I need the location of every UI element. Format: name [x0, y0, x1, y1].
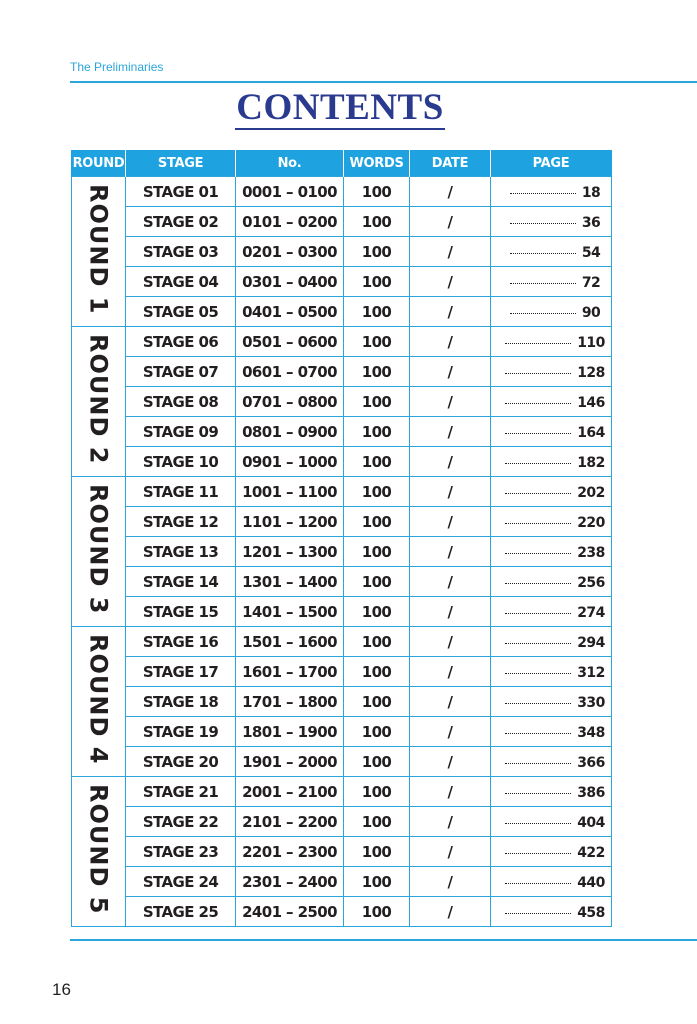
round-label: ROUND 2	[84, 334, 113, 465]
page-reference[interactable]: 312	[577, 664, 605, 681]
dot-leader	[505, 853, 571, 854]
word-range: 1801 – 1900	[236, 717, 344, 747]
word-range: 1701 – 1800	[236, 687, 344, 717]
page-cell	[491, 237, 612, 267]
word-range: 0301 – 0400	[236, 267, 344, 297]
table-row[interactable]	[72, 567, 612, 597]
study-date: /	[410, 567, 491, 597]
study-date: /	[410, 267, 491, 297]
word-range: 1501 – 1600	[236, 627, 344, 657]
table-header-row	[72, 150, 612, 177]
page-cell	[491, 657, 612, 687]
word-range: 0601 – 0700	[236, 357, 344, 387]
stage-name: STAGE 12	[126, 507, 236, 537]
table-row[interactable]	[72, 327, 612, 357]
study-date: /	[410, 357, 491, 387]
table-row[interactable]	[72, 297, 612, 327]
round-cell	[72, 177, 126, 327]
study-date: /	[410, 507, 491, 537]
table-row[interactable]	[72, 627, 612, 657]
stage-name: STAGE 22	[126, 807, 236, 837]
stage-name: STAGE 18	[126, 687, 236, 717]
page-cell	[491, 807, 612, 837]
page-title-text: CONTENTS	[236, 87, 444, 128]
page-reference[interactable]: 386	[577, 784, 605, 801]
page-cell	[491, 897, 612, 927]
round-cell	[72, 627, 126, 777]
page-reference[interactable]: 458	[577, 904, 605, 921]
table-row[interactable]	[72, 747, 612, 777]
word-count: 100	[344, 297, 410, 327]
dot-leader	[510, 313, 576, 314]
word-range: 0901 – 1000	[236, 447, 344, 477]
page-reference[interactable]: 404	[577, 814, 605, 831]
study-date: /	[410, 597, 491, 627]
word-count: 100	[344, 447, 410, 477]
study-date: /	[410, 807, 491, 837]
table-row[interactable]	[72, 897, 612, 927]
word-range: 0201 – 0300	[236, 237, 344, 267]
dot-leader	[510, 253, 576, 254]
word-range: 1101 – 1200	[236, 507, 344, 537]
word-range: 2101 – 2200	[236, 807, 344, 837]
study-date: /	[410, 867, 491, 897]
round-label: ROUND 1	[84, 184, 113, 315]
dot-leader	[510, 193, 576, 194]
table-row[interactable]	[72, 207, 612, 237]
table-row[interactable]	[72, 717, 612, 747]
table-row[interactable]	[72, 777, 612, 807]
page-cell	[491, 297, 612, 327]
stage-name: STAGE 02	[126, 207, 236, 237]
table-row[interactable]	[72, 597, 612, 627]
dot-leader	[505, 553, 571, 554]
stage-name: STAGE 16	[126, 627, 236, 657]
dot-leader	[505, 823, 571, 824]
page-reference[interactable]: 256	[577, 574, 605, 591]
dot-leader	[505, 343, 571, 344]
word-range: 0001 – 0100	[236, 177, 344, 207]
page-reference[interactable]: 128	[577, 364, 605, 381]
round-label: ROUND 5	[84, 784, 113, 915]
page-cell	[491, 567, 612, 597]
page-reference[interactable]: 146	[577, 394, 605, 411]
page-cell	[491, 417, 612, 447]
page-reference[interactable]: 18	[581, 184, 601, 201]
page-reference[interactable]: 348	[577, 724, 605, 741]
dot-leader	[505, 673, 571, 674]
stage-name: STAGE 08	[126, 387, 236, 417]
page-cell	[491, 627, 612, 657]
table-row[interactable]	[72, 867, 612, 897]
page-cell	[491, 867, 612, 897]
page-cell	[491, 597, 612, 627]
word-range: 0701 – 0800	[236, 387, 344, 417]
word-count: 100	[344, 417, 410, 447]
section-header-label: The Preliminaries	[70, 60, 164, 74]
page-cell	[491, 747, 612, 777]
table-row[interactable]	[72, 387, 612, 417]
stage-name: STAGE 04	[126, 267, 236, 297]
word-range: 0501 – 0600	[236, 327, 344, 357]
table-row[interactable]	[72, 537, 612, 567]
study-date: /	[410, 747, 491, 777]
dot-leader	[505, 883, 571, 884]
stage-name: STAGE 10	[126, 447, 236, 477]
word-range: 0401 – 0500	[236, 297, 344, 327]
page-reference[interactable]: 422	[577, 844, 605, 861]
word-count: 100	[344, 177, 410, 207]
study-date: /	[410, 837, 491, 867]
round-label: ROUND 3	[84, 484, 113, 615]
page-cell	[491, 267, 612, 297]
study-date: /	[410, 327, 491, 357]
column-header-number: No.	[236, 150, 344, 177]
study-date: /	[410, 207, 491, 237]
round-cell	[72, 477, 126, 627]
page-reference[interactable]: 440	[577, 874, 605, 891]
table-row[interactable]	[72, 237, 612, 267]
dot-leader	[505, 373, 571, 374]
stage-name: STAGE 07	[126, 357, 236, 387]
column-header-stage: STAGE	[126, 150, 236, 177]
stage-name: STAGE 03	[126, 237, 236, 267]
stage-name: STAGE 21	[126, 777, 236, 807]
page-cell	[491, 357, 612, 387]
stage-name: STAGE 23	[126, 837, 236, 867]
word-count: 100	[344, 867, 410, 897]
stage-name: STAGE 05	[126, 297, 236, 327]
round-cell	[72, 777, 126, 927]
page-reference[interactable]: 366	[577, 754, 605, 771]
word-range: 1301 – 1400	[236, 567, 344, 597]
table-row[interactable]	[72, 177, 612, 207]
table-row[interactable]	[72, 807, 612, 837]
dot-leader	[505, 703, 571, 704]
dot-leader	[505, 733, 571, 734]
column-header-words: WORDS	[344, 150, 410, 177]
column-header-round: ROUND	[72, 150, 126, 177]
stage-name: STAGE 01	[126, 177, 236, 207]
stage-name: STAGE 14	[126, 567, 236, 597]
dot-leader	[505, 583, 571, 584]
page-reference[interactable]: 182	[577, 454, 605, 471]
dot-leader	[505, 913, 571, 914]
table-row[interactable]	[72, 837, 612, 867]
page-reference[interactable]: 72	[581, 274, 601, 291]
study-date: /	[410, 237, 491, 267]
stage-name: STAGE 20	[126, 747, 236, 777]
page-cell	[491, 207, 612, 237]
table-row[interactable]	[72, 447, 612, 477]
word-range: 1601 – 1700	[236, 657, 344, 687]
word-count: 100	[344, 357, 410, 387]
page-reference[interactable]: 164	[577, 424, 605, 441]
page-reference[interactable]: 330	[577, 694, 605, 711]
word-range: 1401 – 1500	[236, 597, 344, 627]
study-date: /	[410, 387, 491, 417]
table-row[interactable]	[72, 657, 612, 687]
study-date: /	[410, 657, 491, 687]
page-cell	[491, 717, 612, 747]
word-count: 100	[344, 657, 410, 687]
study-date: /	[410, 627, 491, 657]
word-range: 2201 – 2300	[236, 837, 344, 867]
word-range: 2401 – 2500	[236, 897, 344, 927]
word-count: 100	[344, 567, 410, 597]
word-range: 2001 – 2100	[236, 777, 344, 807]
table-body	[72, 177, 612, 927]
page-cell	[491, 507, 612, 537]
page-cell	[491, 327, 612, 357]
stage-name: STAGE 24	[126, 867, 236, 897]
stage-name: STAGE 11	[126, 477, 236, 507]
page-cell	[491, 477, 612, 507]
round-label: ROUND 4	[84, 634, 113, 765]
contents-table	[71, 150, 612, 927]
page-cell	[491, 387, 612, 417]
page-cell	[491, 537, 612, 567]
word-count: 100	[344, 777, 410, 807]
stage-name: STAGE 06	[126, 327, 236, 357]
word-count: 100	[344, 807, 410, 837]
page-cell	[491, 447, 612, 477]
table-row[interactable]	[72, 357, 612, 387]
study-date: /	[410, 777, 491, 807]
study-date: /	[410, 177, 491, 207]
page-reference[interactable]: 274	[577, 604, 605, 621]
dot-leader	[505, 613, 571, 614]
word-count: 100	[344, 897, 410, 927]
page-reference[interactable]: 36	[581, 214, 601, 231]
column-header-page: PAGE	[491, 150, 612, 177]
top-divider	[70, 81, 697, 83]
page-cell	[491, 177, 612, 207]
page-reference[interactable]: 238	[577, 544, 605, 561]
dot-leader	[505, 523, 571, 524]
page-reference[interactable]: 54	[581, 244, 601, 261]
page-cell	[491, 777, 612, 807]
word-count: 100	[344, 267, 410, 297]
word-range: 1201 – 1300	[236, 537, 344, 567]
stage-name: STAGE 17	[126, 657, 236, 687]
study-date: /	[410, 297, 491, 327]
study-date: /	[410, 897, 491, 927]
study-date: /	[410, 477, 491, 507]
study-date: /	[410, 447, 491, 477]
word-count: 100	[344, 237, 410, 267]
word-range: 1901 – 2000	[236, 747, 344, 777]
study-date: /	[410, 417, 491, 447]
page-reference[interactable]: 90	[581, 304, 601, 321]
stage-name: STAGE 13	[126, 537, 236, 567]
bottom-divider	[70, 939, 697, 941]
dot-leader	[510, 283, 576, 284]
word-range: 1001 – 1100	[236, 477, 344, 507]
word-count: 100	[344, 717, 410, 747]
dot-leader	[505, 493, 571, 494]
table-row[interactable]	[72, 687, 612, 717]
page-reference[interactable]: 202	[577, 484, 605, 501]
word-count: 100	[344, 207, 410, 237]
page-cell	[491, 687, 612, 717]
word-count: 100	[344, 537, 410, 567]
stage-name: STAGE 25	[126, 897, 236, 927]
study-date: /	[410, 717, 491, 747]
table-row[interactable]	[72, 477, 612, 507]
word-count: 100	[344, 837, 410, 867]
stage-name: STAGE 09	[126, 417, 236, 447]
word-count: 100	[344, 627, 410, 657]
table-row[interactable]	[72, 267, 612, 297]
page-cell	[491, 837, 612, 867]
page-reference[interactable]: 220	[577, 514, 605, 531]
dot-leader	[505, 793, 571, 794]
stage-name: STAGE 15	[126, 597, 236, 627]
dot-leader	[505, 763, 571, 764]
study-date: /	[410, 537, 491, 567]
word-range: 0101 – 0200	[236, 207, 344, 237]
word-count: 100	[344, 387, 410, 417]
word-range: 2301 – 2400	[236, 867, 344, 897]
word-range: 0801 – 0900	[236, 417, 344, 447]
table-row[interactable]	[72, 417, 612, 447]
page-number: 16	[52, 980, 71, 999]
stage-name: STAGE 19	[126, 717, 236, 747]
word-count: 100	[344, 597, 410, 627]
round-cell	[72, 327, 126, 477]
page-reference[interactable]: 294	[577, 634, 605, 651]
word-count: 100	[344, 747, 410, 777]
dot-leader	[505, 433, 571, 434]
dot-leader	[505, 463, 571, 464]
word-count: 100	[344, 687, 410, 717]
word-count: 100	[344, 327, 410, 357]
dot-leader	[510, 223, 576, 224]
dot-leader	[505, 643, 571, 644]
word-count: 100	[344, 507, 410, 537]
dot-leader	[505, 403, 571, 404]
page-title	[0, 86, 680, 130]
word-count: 100	[344, 477, 410, 507]
page-reference[interactable]: 110	[577, 334, 605, 351]
study-date: /	[410, 687, 491, 717]
table-row[interactable]	[72, 507, 612, 537]
column-header-date: DATE	[410, 150, 491, 177]
